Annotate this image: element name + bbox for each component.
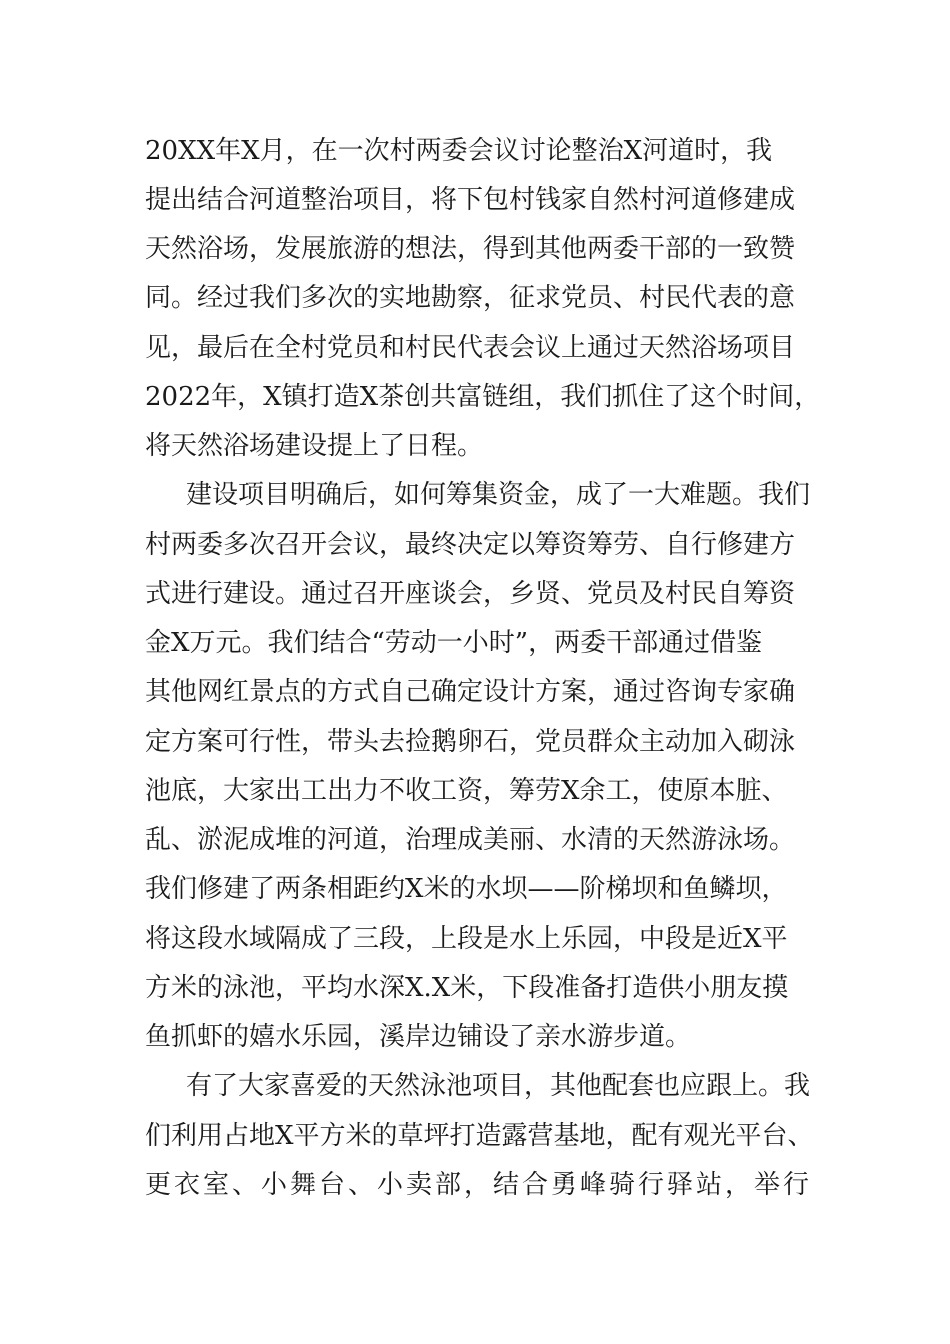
text-line: 同。经过我们多次的实地勘察，征求党员、村民代表的意 [145, 283, 796, 313]
text-line: 更衣室、小舞台、小卖部，结合勇峰骑行驿站，举行 [145, 1170, 813, 1200]
text-line: 式进行建设。通过召开座谈会，乡贤、党员及村民自筹资 [145, 579, 796, 609]
text-line: 将天然浴场建设提上了日程。 [145, 431, 484, 461]
text-line: 们利用占地X平方米的草坪打造露营基地，配有观光平台、 [145, 1121, 814, 1151]
text-line: 提出结合河道整治项目，将下包村钱家自然村河道修建成 [145, 185, 796, 215]
text-line: 天然浴场，发展旅游的想法，得到其他两委干部的一致赞 [145, 234, 796, 264]
text-line: 方米的泳池，平均水深X.X米，下段准备打造供小朋友摸 [145, 973, 789, 1003]
text-line: 鱼抓虾的嬉水乐园，溪岸边铺设了亲水游步道。 [145, 1022, 692, 1052]
text-line: 乱、淤泥成堆的河道，治理成美丽、水清的天然游泳场。 [145, 825, 796, 855]
text-line: 有了大家喜爱的天然泳池项目，其他配套也应跟上。我 [186, 1071, 811, 1101]
text-line: 2022年，X镇打造X茶创共富链组，我们抓住了这个时间， [145, 382, 821, 412]
text-line: 池底，大家出工出力不收工资，筹劳X余工，使原本脏、 [145, 776, 788, 806]
text-line: 其他网红景点的方式自己确定设计方案，通过咨询专家确 [145, 677, 796, 707]
text-line: 建设项目明确后，如何筹集资金，成了一大难题。我们 [186, 480, 811, 510]
text-line: 将这段水域隔成了三段，上段是水上乐园，中段是近X平 [145, 924, 788, 954]
text-line: 20XX年X月，在一次村两委会议讨论整治X河道时，我 [145, 136, 773, 166]
text-line: 我们修建了两条相距约X米的水坝——阶梯坝和鱼鳞坝， [145, 874, 788, 904]
text-line: 金X万元。我们结合“劳动一小时”，两委干部通过借鉴 [145, 628, 763, 658]
text-line: 村两委多次召开会议，最终决定以筹资筹劳、自行修建方 [145, 530, 796, 560]
text-line: 定方案可行性，带头去捡鹅卵石，党员群众主动加入砌泳 [145, 727, 796, 757]
text-line: 见，最后在全村党员和村民代表会议上通过天然浴场项目 [145, 333, 796, 363]
